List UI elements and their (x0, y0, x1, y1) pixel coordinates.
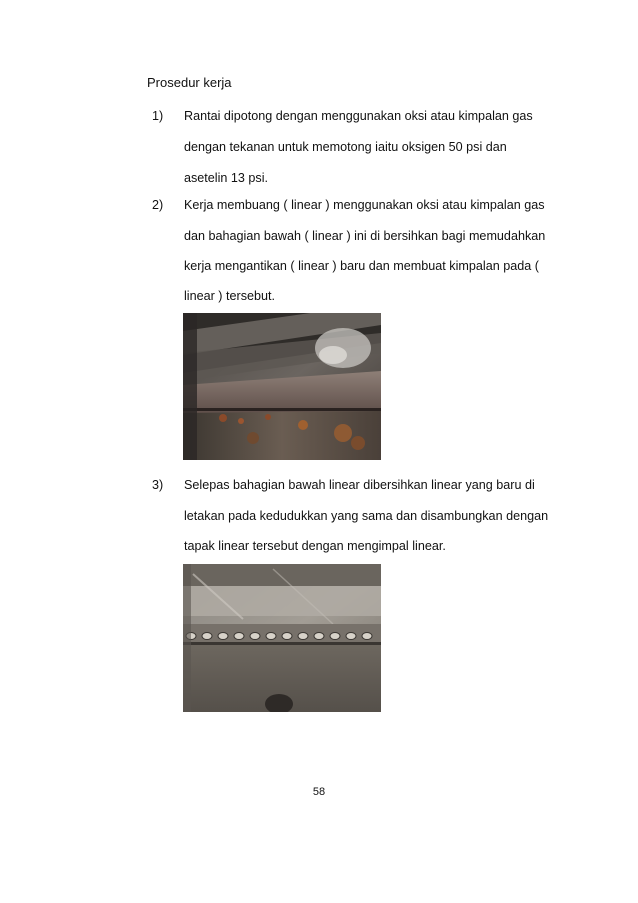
step-text-line: Selepas bahagian bawah linear dibersihkan linear yang baru di (184, 478, 535, 492)
step-number: 3) (152, 478, 164, 492)
step-text-line: tapak linear tersebut dengan mengimpal linear. (184, 539, 446, 553)
step-text-line: Rantai dipotong dengan menggunakan oksi atau kimpalan gas (184, 109, 533, 123)
photo-linear-welding (183, 564, 381, 712)
step-text-line: linear ) tersebut. (184, 289, 275, 303)
photo-linear-removal (183, 313, 381, 460)
step-text-line: Kerja membuang ( linear ) menggunakan oksi atau kimpalan gas (184, 198, 545, 212)
step-text-line: letakan pada kedudukkan yang sama dan disambungkan dengan (184, 509, 549, 523)
step-text-line: dan bahagian bawah ( linear ) ini di bersihkan bagi memudahkan (184, 229, 546, 243)
step-text-line: asetelin 13 psi. (184, 171, 269, 185)
step-number: 2) (152, 198, 164, 212)
step-number: 1) (152, 109, 164, 123)
page-number: 58 (312, 786, 326, 798)
step-text-line: dengan tekanan untuk memotong iaitu oksigen 50 psi dan (184, 140, 507, 154)
section-heading: Prosedur kerja (147, 75, 232, 90)
step-text-line: kerja mengantikan ( linear ) baru dan membuat kimpalan pada ( (184, 259, 539, 273)
